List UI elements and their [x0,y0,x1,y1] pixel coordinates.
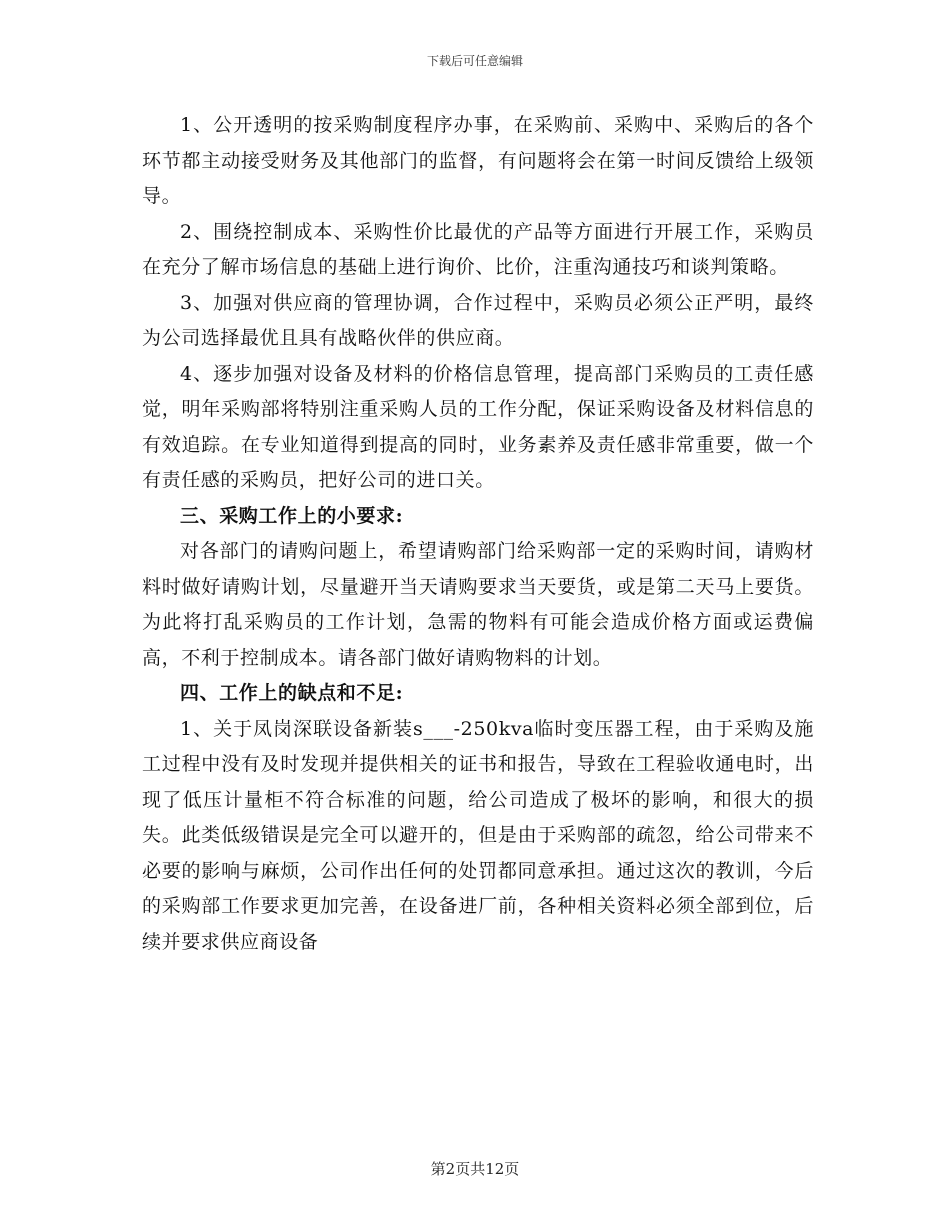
section-heading-3: 三、采购工作上的小要求: [180,504,404,527]
paragraph-5: 对各部门的请购问题上，希望请购部门给采购部一定的采购时间，请购材料时做好请购计划，尽量避开当天请购要求当天要货，或是第二天马上要货。为此将打乱采购员的工作计划，急需的物料有可能会造成价格方面或运费偏高，不利于控制成本。请各部门做好请购物料的计划。 [142,540,814,669]
section-heading-4: 四、工作上的缺点和不足: [180,682,404,704]
paragraph-4: 4、逐步加强对设备及材料的价格信息管理，提高部门采购员的工责任感觉，明年采购部将特别注重采购人员的工作分配，保证采购设备及材料信息的有效追踪。在专业知道得到提高的同时，业务素养及责任感非常重要，做一个有责任感的采购员，把好公司的进口关。 [142,362,814,491]
page-header: 下载后可任意编辑 [426,54,523,68]
paragraph-3: 3、加强对供应商的管理协调，合作过程中，采购员必须公正严明，最终为公司选择最优且具有战略伙伴的供应商。 [142,291,814,349]
document-body [142,108,814,960]
paragraph-2: 2、围绕控制成本、采购性价比最优的产品等方面进行开展工作，采购员在充分了解市场信息的基础上进行询价、比价，注重沟通技巧和谈判策略。 [142,220,814,278]
paragraph-6: 1、关于凤岗深联设备新装s___-250kva临时变压器工程，由于采购及施工过程中没有及时发现并提供相关的证书和报告，导致在工程验收通电时，出现了低压计量柜不符合标准的问题，给公司造成了极坏的影响，和很大的损失。此类低级错误是完全可以避开的，但是由于采购部的疏忽，给公司带来不必要的影响与麻烦，公司作出任何的处罚都同意承担。通过这次的教训，今后的采购部工作要求更加完善，在设备进厂前，各种相关资料必须全部到位，后续并要求供应商设备 [142,717,814,953]
paragraph-1: 1、公开透明的按采购制度程序办事，在采购前、采购中、采购后的各个环节都主动接受财务及其他部门的监督，有问题将会在第一时间反馈给上级领导。 [142,114,814,207]
page-footer: 第2页共12页 [430,1160,520,1178]
